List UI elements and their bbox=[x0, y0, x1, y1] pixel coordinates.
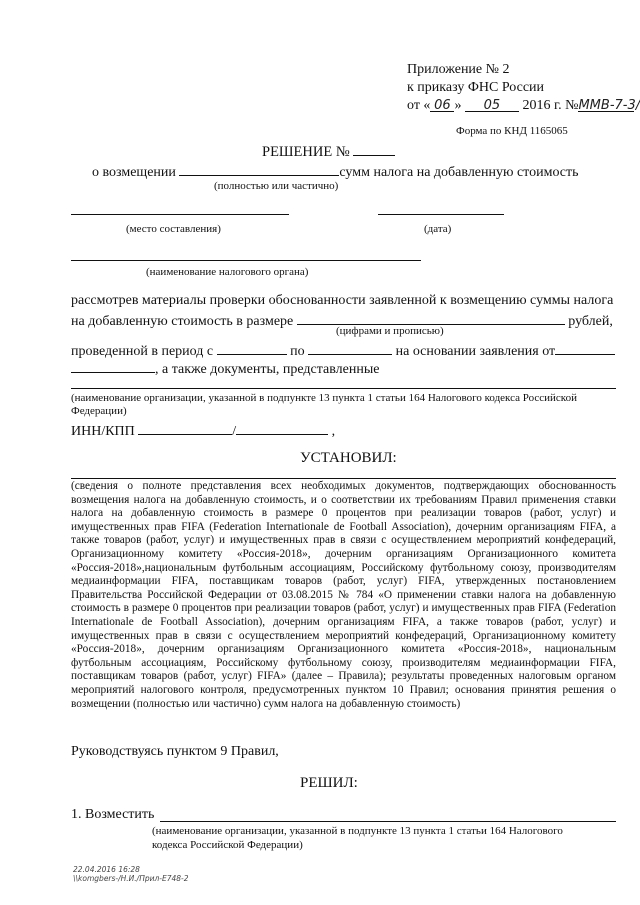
established-text: (сведения о полноте представления всех необходимых документов, подтверждающих обоснованность возмещения налога на добавленную стоимость, и о соответствии их требованиям Правил применения ставки налога на добавленную стоимость в размере 0 процентов при реализации товаров (работ, услуг) и имущественных прав FIFA (Federation Internationale de Football Association), дочерним организациям FIFA, а также товаров (работ, услуг) и имущественных прав в связи с осуществлением мероприятий конфедераций, Организационному комитету «Россия-2018», дочерним организациям Организационного комитета «Россия-2018»,национальным футбольным ассоциациям, Российскому футбольному союзу, производителям медиаинформации FIFA, поставщикам товаров (работ, услуг) FIFA, утвержденных постановлением Правительства Российской Федерации от 03.08.2015 № 784 «О применении ставки налога на добавленную стоимость в размере 0 процентов при реализации товаров (работ, услуг) и имущественных прав FIFA (Federation Internationale de Football Association), дочерним организациям FIFA, а также товаров (работ, услуг) и имущественных прав в связи с осуществлением мероприятий конфедераций, Организационному комитету «Россия-2018», дочерним организациям Организационного комитета «Россия-2018», национальным футбольным ассоциациям, Российскому футбольному союзу, производителям медиаинформации FIFA, поставщикам товаров (работ, услуг) FIFA» (далее – Правила); результаты проведенных налоговым органом мероприятий налогового контроля, предусмотренных пунктом 10 Правил; основания принятия решения о возмещении (полностью или частично) сумм налога на добавленную стоимость) bbox=[71, 480, 616, 710]
inn-field[interactable] bbox=[138, 421, 232, 435]
organization-hint: (наименование организации, указанной в подпункте 13 пункта 1 статьи 164 Налогового кодекса Российской Федерации) bbox=[71, 392, 577, 417]
guided-text: Руководствуясь пунктом 9 Правил, bbox=[71, 744, 279, 759]
organization-field[interactable] bbox=[71, 388, 616, 389]
established-title: УСТАНОВИЛ: bbox=[300, 450, 397, 466]
subject-hint: (полностью или частично) bbox=[214, 180, 339, 192]
decision-title: РЕШЕНИЕ № bbox=[262, 142, 395, 161]
decision-subject: о возмещении сумм налога на добавленную стоимость bbox=[92, 162, 579, 181]
appendix-title: Приложение № 2 bbox=[407, 62, 510, 77]
amount-hint: (цифрами и прописью) bbox=[336, 325, 444, 337]
form-code: Форма по КНД 1165065 bbox=[456, 125, 568, 137]
place-field[interactable] bbox=[71, 214, 289, 215]
item-1-hint-1: (наименование организации, указанной в подпункте 13 пункта 1 статьи 164 Налогового bbox=[152, 825, 563, 837]
order-number-handwritten: ММВ-7-3/ bbox=[578, 98, 640, 113]
item-1-label: 1. Возместить bbox=[71, 807, 155, 822]
body-line-2: на добавленную стоимость в размере рублей, bbox=[71, 311, 613, 330]
inn-kpp-line: ИНН/КПП / , bbox=[71, 421, 335, 440]
decided-title: РЕШИЛ: bbox=[300, 775, 358, 791]
footer-timestamp: 22.04.2016 16:28 bbox=[73, 865, 140, 874]
appendix-order: к приказу ФНС России bbox=[407, 80, 545, 95]
item-1-field[interactable] bbox=[160, 821, 616, 822]
appendix-date: от « 06 » 05 2016 г. №ММВ-7-3/ bbox=[407, 98, 640, 113]
item-1-hint-2: кодекса Российской Федерации) bbox=[152, 839, 303, 851]
date-month-handwritten: 05 bbox=[483, 98, 501, 113]
body-line-1: рассмотрев материалы проверки обоснованности заявленной к возмещению суммы налога bbox=[71, 293, 614, 308]
date-field[interactable] bbox=[378, 214, 504, 215]
authority-field[interactable] bbox=[71, 260, 421, 261]
date-day-handwritten: 06 bbox=[434, 98, 451, 113]
authority-hint: (наименование налогового органа) bbox=[146, 266, 309, 278]
kpp-field[interactable] bbox=[236, 421, 328, 435]
footer-path: \\komgbers-/Н.И./Прил-Е748-2 bbox=[73, 874, 189, 883]
docs-line: , а также документы, представленные bbox=[71, 359, 379, 378]
place-hint: (место составления) bbox=[126, 223, 221, 235]
date-hint: (дата) bbox=[424, 223, 452, 235]
established-field[interactable] bbox=[71, 478, 616, 479]
period-line: проведенной в период с по на основании заявления от bbox=[71, 341, 615, 360]
